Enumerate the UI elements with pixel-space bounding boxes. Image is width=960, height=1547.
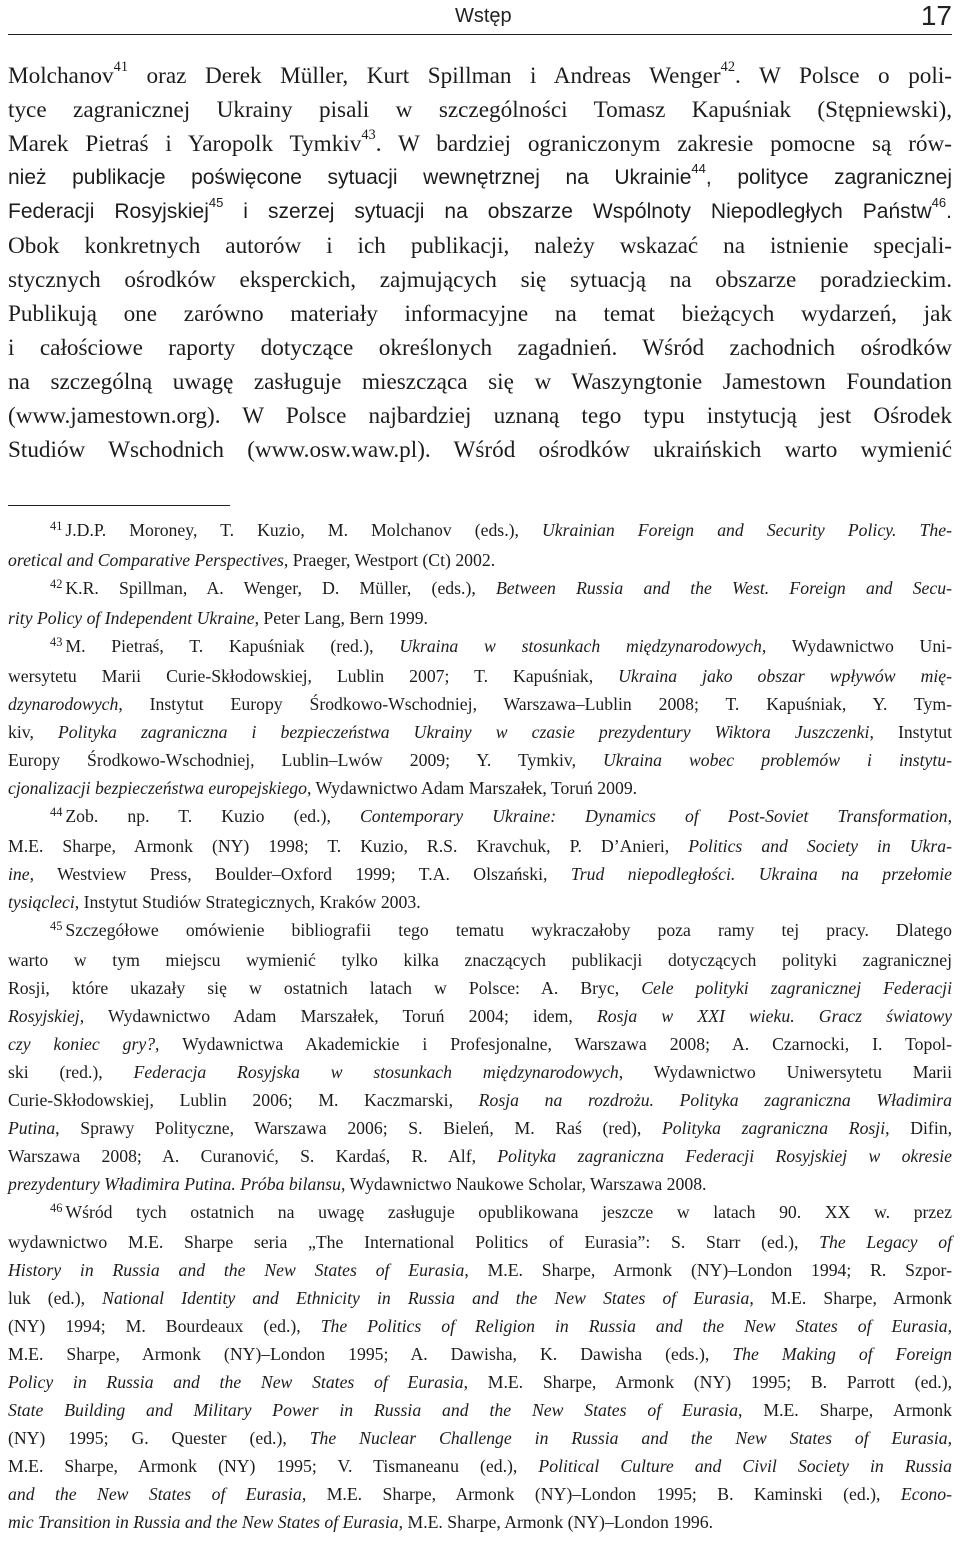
text-run: ski (red.), (8, 1062, 134, 1082)
italic-title: Cele polityki zagranicznej Federacji (641, 978, 952, 998)
footnote-line (8, 546, 952, 574)
footnote-43 (8, 632, 952, 662)
text-run: , Instytut Studiów Strategicznych, Kraków 2003. (74, 892, 421, 912)
italic-title: mic Transition in Russia and the New States of Eurasia (8, 1512, 399, 1532)
footnote-line (8, 974, 952, 1002)
italic-title: oretical and Comparative Perspectives (8, 550, 284, 570)
footnotes (8, 516, 952, 1536)
text-run: , Instytut Europy Środkowo-Wschodniej, Warszawa–Lublin 2008; T. Kapuśniak, Y. Tym- (118, 694, 952, 714)
text-run: , Wydawnictwa Akademickie i Profesjonalne, Warszawa 2008; A. Czarnocki, I. Topol- (155, 1034, 952, 1054)
text-run: kiv, (8, 722, 58, 742)
italic-title: cjonalizacji bezpieczeństwa europejskiego (8, 778, 307, 798)
text-run: , M.E. Sharpe, Armonk (NY)–London 1996. (398, 1512, 714, 1532)
text-run: Curie-Skłodowskiej, Lublin 2006; M. Kaczmarski, (8, 1090, 479, 1110)
footnote-number: 46 (50, 1201, 63, 1216)
text-run: M.E. Sharpe, Armonk (NY) 1998; T. Kuzio, R.S. Kravchuk, P. D’Anieri, (8, 836, 689, 856)
italic-title: and the New States of Eurasia (8, 1484, 302, 1504)
text-run: wersytetu Marii Curie-Skłodowskiej, Lublin 2007; T. Kapuśniak, (8, 666, 619, 686)
footnote-line (8, 1228, 952, 1256)
text-run: M. Pietraś, T. Kapuśniak (red.), (65, 636, 400, 656)
italic-title: Ukraina jako obszar wpływów mię- (618, 666, 953, 686)
italic-title: Rosyjskiej (8, 1006, 80, 1026)
footnote-number: 41 (50, 519, 63, 534)
footnote-number: 42 (50, 577, 63, 592)
italic-title: Between Russia and the West. Foreign and Secu- (495, 578, 952, 598)
italic-title: History in Russia and the New States of Eurasia (8, 1260, 465, 1280)
text-run: Wśród tych ostatnich na uwagę zasługuje opublikowana jeszcze w latach 90. XX w. przez (65, 1202, 952, 1222)
text-run: , Praeger, Westport (Ct) 2002. (283, 550, 496, 570)
italic-title: dzynarodowych (8, 694, 119, 714)
italic-title: Contemporary Ukraine: Dynamics of Post-Soviet Transformation (359, 806, 948, 826)
text-run: , (947, 806, 952, 826)
text-run: , M.E. Sharpe, Armonk (NY)–London 1995; B. Kaminski (ed.), (301, 1484, 901, 1504)
page-number: 17 (920, 0, 952, 31)
italic-title: tysiącleci (8, 892, 75, 912)
italic-title: Econo- (900, 1484, 952, 1504)
section-title: Wstęp (455, 5, 512, 27)
running-header (8, 0, 952, 35)
footnote-ref[interactable]: 44 (691, 161, 706, 177)
footnote-line (8, 888, 952, 916)
text-run: , Wydawnictwo Uni- (761, 636, 952, 656)
italic-title: National Identity and Ethnicity in Russia and the New States of Eurasia (102, 1288, 750, 1308)
footnote-number: 44 (50, 805, 63, 820)
footnote-line (8, 774, 952, 802)
italic-title: Rosja w XXI wieku. Gracz światowy (596, 1006, 953, 1026)
italic-title: The Legacy of (819, 1232, 952, 1252)
footnote-number: 45 (50, 919, 63, 934)
footnote-line (8, 1170, 952, 1198)
footnote-line (8, 1368, 952, 1396)
footnote-line (8, 1086, 952, 1114)
body-line: Studiów Wschodnich (www.osw.waw.pl). Wśród ośrodków ukraińskich warto wymienić (8, 437, 952, 463)
footnote-45 (8, 916, 952, 946)
italic-title: The Making of Foreign (732, 1344, 952, 1364)
text-run: , Wydawnictwo Uniwersytetu Marii (618, 1062, 953, 1082)
text-run: Marek Pietraś i Yaropolk Tymkiv (8, 131, 362, 157)
footnote-line (8, 746, 952, 774)
italic-title: prezydentury Władimira Putina. Próba bilansu (8, 1174, 341, 1194)
footnote-line (8, 1508, 952, 1536)
text-run: , Difin, (885, 1118, 952, 1138)
italic-title: Ukraina w stosunkach międzynarodowych (399, 636, 762, 656)
footnote-divider (8, 505, 230, 506)
footnote-ref[interactable]: 43 (361, 127, 376, 144)
text-run: , Sprawy Polityczne, Warszawa 2006; S. Bieleń, M. Raś (red), (55, 1118, 662, 1138)
text-run: . W bardziej ograniczonym zakresie pomocne są rów- (375, 131, 952, 157)
footnote-line (8, 832, 952, 860)
footnote-44 (8, 802, 952, 832)
text-run: , Instytut (869, 722, 952, 742)
text-run: M.E. Sharpe, Armonk (NY)–London 1995; A. Dawisha, K. Dawisha (eds.), (8, 1344, 733, 1364)
body-line (8, 161, 952, 195)
text-run: , Wydawnictwo Adam Marszałek, Toruń 2004; idem, (79, 1006, 597, 1026)
text-run: Rosji, które ukazały się w ostatnich latach w Polsce: A. Bryc, (8, 978, 642, 998)
italic-title: Putina (8, 1118, 56, 1138)
footnote-line (8, 718, 952, 746)
italic-title: Political Culture and Civil Society in Russia (538, 1456, 952, 1476)
text-run: K.R. Spillman, A. Wenger, D. Müller, (eds.), (65, 578, 496, 598)
italic-title: Polityka zagraniczna i bezpieczeństwa Ukrainy w czasie prezydentury Wiktora Juszczenki (57, 722, 870, 742)
italic-title: Rosja na rozdrożu. Polityka zagraniczna Władimira (478, 1090, 952, 1110)
footnote-line (8, 1256, 952, 1284)
footnote-line (8, 1340, 952, 1368)
text-run: , M.E. Sharpe, Armonk (738, 1400, 952, 1420)
body-line: (www.jamestown.org). W Polsce najbardziej uznaną tego typu instytucją jest Ośrodek (8, 403, 952, 429)
footnote-line (8, 1002, 952, 1030)
body-line: Obok konkretnych autorów i ich publikacji, należy wskazać na istnienie specjali- (8, 233, 952, 259)
text-run: luk (ed.), (8, 1288, 103, 1308)
text-run: , M.E. Sharpe, Armonk (NY) 1995; B. Parrott (ed.), (463, 1372, 953, 1392)
footnote-line (8, 1030, 952, 1058)
text-run: , Wydawnictwo Naukowe Scholar, Warszawa 2008. (340, 1174, 707, 1194)
text-run: , (947, 1428, 952, 1448)
text-run: M.E. Sharpe, Armonk (NY) 1995; V. Tismaneanu (ed.), (8, 1456, 539, 1476)
body-line: i całościowe raporty dotyczące określonych zagadnień. Wśród zachodnich ośrodków (8, 335, 952, 361)
footnote-line (8, 604, 952, 632)
italic-title: Politics and Society in Ukra- (688, 836, 953, 856)
body-line: tyce zagranicznej Ukrainy pisali w szczególności Tomasz Kapuśniak (Stępniewski), (8, 97, 952, 123)
footnote-number: 43 (50, 635, 63, 650)
footnote-ref[interactable]: 46 (931, 195, 947, 211)
footnote-line (8, 1480, 952, 1508)
italic-title: The Politics of Religion in Russia and the New States of Eurasia (320, 1316, 948, 1336)
text-run: Europy Środkowo-Wschodniej, Lublin–Lwów 2009; Y. Tymkiv, (8, 750, 603, 770)
footnote-line (8, 1142, 952, 1170)
footnote-line (8, 1058, 952, 1086)
text-run: i szerzej sytuacji na obszarze Wspólnoty Niepodległych Państw (223, 200, 932, 223)
footnote-41 (8, 516, 952, 546)
text-run: (NY) 1994; M. Bourdeaux (ed.), (8, 1316, 321, 1336)
italic-title: czy koniec gry? (8, 1034, 156, 1054)
text-run: , (947, 1316, 952, 1336)
text-run: Zob. np. T. Kuzio (ed.), (65, 806, 360, 826)
body-line (8, 195, 952, 229)
italic-title: Polityka zagraniczna Rosji (662, 1118, 886, 1138)
italic-title: The Nuclear Challenge in Russia and the New States of Eurasia (309, 1428, 948, 1448)
italic-title: State Building and Military Power in Russia and the New States of Eurasia (8, 1400, 739, 1420)
italic-title: Ukrainian Foreign and Security Policy. The- (542, 520, 952, 540)
text-run: J.D.P. Moroney, T. Kuzio, M. Molchanov (eds.), (65, 520, 543, 540)
italic-title: Ukraina wobec problemów i instytu- (603, 750, 952, 770)
text-run: , M.E. Sharpe, Armonk (749, 1288, 953, 1308)
footnote-46 (8, 1198, 952, 1228)
text-run: wydawnictwo M.E. Sharpe seria „The International Politics of Eurasia”: S. Starr (ed.), (8, 1232, 820, 1252)
footnote-line: warto w tym miejscu wymienić tylko kilka znaczących publikacji dotyczących polityki zagranicznej (8, 950, 952, 970)
italic-title: Trud niepodległości. Ukraina na przełomie (570, 864, 952, 884)
text-run: , Westview Press, Boulder–Oxford 1999; T.A. Olszański, (29, 864, 571, 884)
italic-title: Polityka zagraniczna Federacji Rosyjskiej w okresie (497, 1146, 952, 1166)
text-run: nież publikacje poświęcone sytuacji wewnętrznej na Ukrainie (8, 166, 692, 189)
body-line (8, 59, 952, 93)
body-line: Publikują one zarówno materiały informacyjne na temat bieżących wydarzeń, jak (8, 301, 952, 327)
footnote-line (8, 860, 952, 888)
italic-title: rity Policy of Independent Ukraine (8, 608, 255, 628)
footnote-line (8, 1396, 952, 1424)
footnote-line (8, 690, 952, 718)
text-run: . (946, 200, 952, 223)
text-run: , M.E. Sharpe, Armonk (NY)–London 1994; R. Szpor- (464, 1260, 952, 1280)
text-run: , Peter Lang, Bern 1999. (254, 608, 428, 628)
footnote-line (8, 1284, 952, 1312)
body-line (8, 127, 952, 161)
footnote-line (8, 1452, 952, 1480)
footnote-ref[interactable]: 45 (208, 195, 224, 211)
text-run: . W Polsce o poli- (735, 63, 952, 89)
footnote-line (8, 662, 952, 690)
text-run: Molchanov (8, 63, 114, 89)
text-run: Szczegółowe omówienie bibliografii tego tematu wykraczałoby poza ramy tej pracy. Dlatego (65, 920, 952, 940)
footnote-line (8, 1424, 952, 1452)
body-line: stycznych ośrodków eksperckich, zajmujących się sytuacją na obszarze poradzieckim. (8, 267, 952, 293)
footnote-42 (8, 574, 952, 604)
text-run: oraz Derek Müller, Kurt Spillman i Andreas Wenger (128, 63, 721, 89)
footnote-line (8, 1114, 952, 1142)
text-run: Warszawa 2008; A. Curanović, S. Kardaś, R. Alf, (8, 1146, 498, 1166)
text-run: , polityce zagranicznej (705, 166, 952, 189)
text-run: , Wydawnictwo Adam Marszałek, Toruń 2009. (307, 778, 638, 798)
footnote-ref[interactable]: 41 (113, 59, 128, 76)
italic-title: Federacja Rosyjska w stosunkach międzynarodowych (133, 1062, 619, 1082)
footnote-ref[interactable]: 42 (720, 59, 736, 76)
text-run: (NY) 1995; G. Quester (ed.), (8, 1428, 310, 1448)
body-line: na szczególną uwagę zasługuje mieszcząca się w Waszyngtonie Jamestown Foundation (8, 369, 952, 395)
italic-title: ine (8, 864, 30, 884)
footnote-line (8, 1312, 952, 1340)
italic-title: Policy in Russia and the New States of Eurasia (8, 1372, 464, 1392)
body-paragraph (8, 59, 952, 467)
text-run: Federacji Rosyjskiej (8, 200, 209, 223)
